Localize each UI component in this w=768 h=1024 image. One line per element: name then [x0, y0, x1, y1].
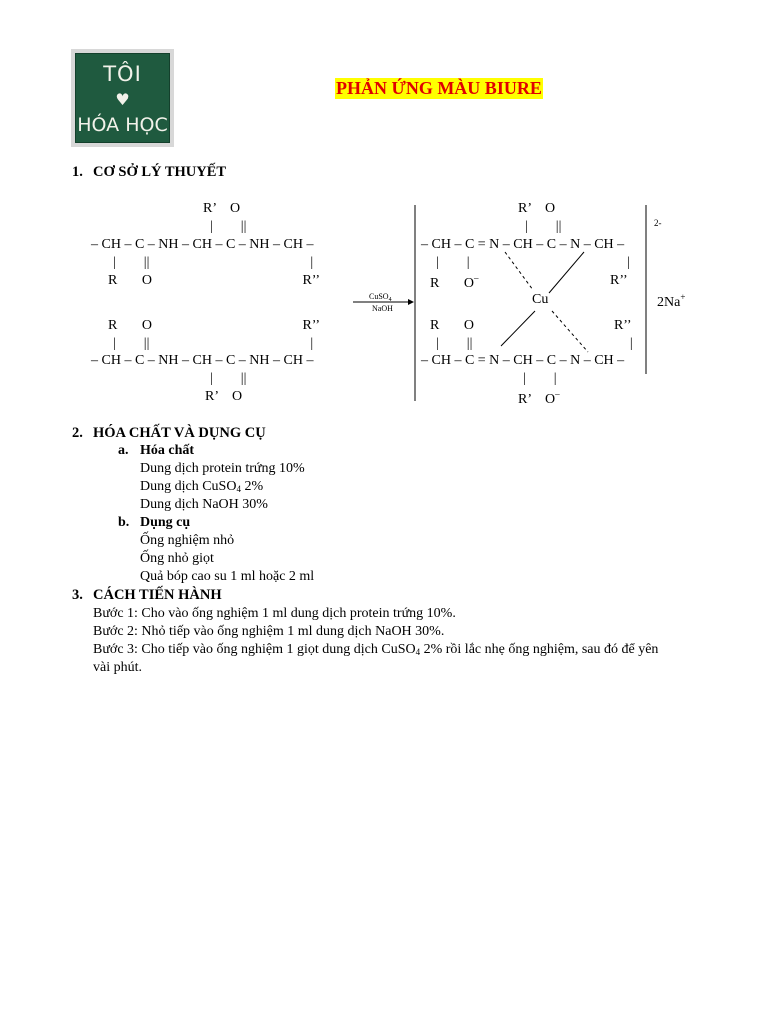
product-row-4: | | |: [436, 255, 630, 270]
product-chain-1: – CH – C = N – CH – C – N – CH –: [421, 237, 625, 252]
subsection-a-title: Hóa chất: [140, 443, 195, 458]
counter-ion: 2Na+: [657, 292, 686, 310]
reactant-row-10: R’ O: [205, 389, 243, 404]
procedure-step-continued: vài phút.: [93, 660, 142, 675]
section-3-number: 3.: [72, 587, 83, 603]
product-row-6: R O R’’: [430, 318, 632, 333]
section-1-heading: CƠ SỞ LÝ THUYẾT: [93, 164, 227, 180]
subsection-b-label: b.: [118, 515, 130, 530]
chemical-item: Dung dịch NaOH 30%: [140, 497, 268, 512]
product-row-1: R’ O: [518, 201, 556, 216]
complex-charge: 2-: [654, 218, 662, 228]
reactant-row-6: R O R’’: [108, 318, 321, 333]
procedure-step: Bước 3: Cho tiếp vào ống nghiệm 1 giọt dung dịch CuSO$_4$ 2% rồi lắc nhẹ ống nghiệm, sau đó để yên: [93, 642, 659, 657]
section-2-number: 2.: [72, 425, 83, 441]
reactant-chain-1: – CH – C – NH – CH – C – NH – CH –: [91, 237, 314, 252]
product-row-10: R’ O–: [518, 389, 560, 407]
product-row-5-r2: R’’: [610, 273, 628, 288]
product-row-9: | |: [523, 371, 557, 386]
logo-line2: HÓA HỌC: [77, 114, 168, 136]
page-title: PHẢN ỨNG MÀU BIURE: [336, 78, 542, 98]
heart-icon: ♥: [115, 90, 130, 109]
reactant-row-7: | || |: [113, 336, 314, 351]
tool-item: Ống nhỏ giọt: [140, 551, 214, 566]
logo-line1: TÔI: [103, 62, 142, 86]
product-chain-2: – CH – C = N – CH – C – N – CH –: [421, 353, 625, 368]
reactant-row-2: | ||: [210, 219, 247, 234]
section-1-number: 1.: [72, 164, 83, 180]
product-row-2: | ||: [525, 219, 562, 234]
arrow-reagent-top: CuSO$_4$: [369, 292, 392, 303]
tool-item: Quả bóp cao su 1 ml hoặc 2 ml: [140, 569, 315, 584]
reactant-row-5: R O R’’: [108, 273, 321, 288]
procedure-step: Bước 2: Nhỏ tiếp vào ống nghiệm 1 ml dung dịch NaOH 30%.: [93, 624, 445, 639]
subsection-a-label: a.: [118, 443, 129, 458]
reactant-chain-2: – CH – C – NH – CH – C – NH – CH –: [91, 353, 314, 368]
copper-center: Cu: [532, 292, 549, 307]
tool-item: Ống nghiệm nhỏ: [140, 533, 235, 548]
chemical-item: Dung dịch CuSO$_4$ 2%: [140, 479, 264, 494]
product-row-5: R O–: [430, 273, 479, 291]
reactant-row-9: | ||: [210, 371, 247, 386]
subsection-b-title: Dụng cụ: [140, 515, 191, 530]
procedure-step: Bước 1: Cho vào ống nghiệm 1 ml dung dịch protein trứng 10%.: [93, 606, 456, 621]
section-3-heading: CÁCH TIẾN HÀNH: [93, 587, 222, 603]
section-2-heading: HÓA CHẤT VÀ DỤNG CỤ: [93, 425, 266, 441]
chemical-item: Dung dịch protein trứng 10%: [140, 461, 305, 476]
product-row-7: | || |: [436, 336, 633, 351]
reactant-row-4: | || |: [113, 255, 314, 270]
reactant-row-1: R’ O: [203, 201, 241, 216]
arrow-reagent-bottom: NaOH: [372, 304, 393, 313]
